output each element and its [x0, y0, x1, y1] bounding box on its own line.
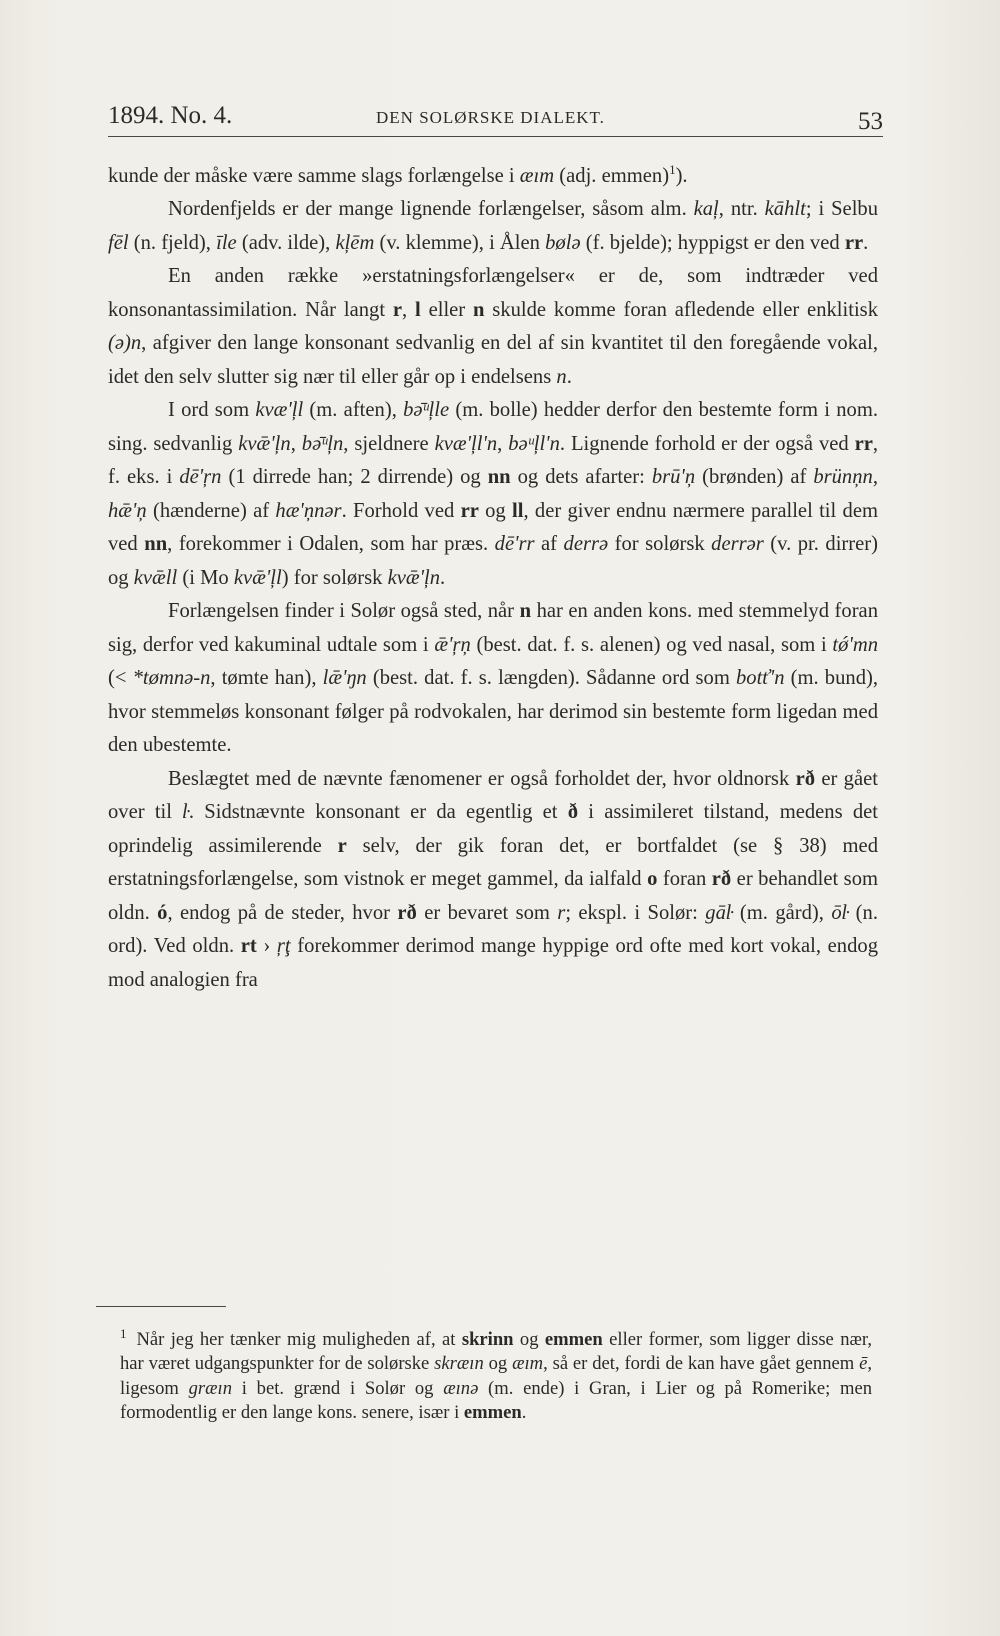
- page-number: 53: [858, 108, 883, 135]
- paragraph-beslaegtet: Beslægtet med de nævnte fænomener er også forholdet der, hvor oldnorsk rð er gået over til ŀ. Sidstnævnte konsonant er da egentlig et ð i assimileret tilstand, medens det oprindelig assimilerende r selv, der gik foran det, er bortfaldet (se § 38) med erstatningsforlængelse, som vistnok er meget gammel, da ialfald o foran rð er behandlet som oldn. ó, endog på de steder, hvor rð er bevaret som r; ekspl. i Solør: gāŀ (m. gård), ōŀ (n. ord). Ved oldn. rt › ŗţ forekommer derimod mange hyppige ord ofte med kort vokal, endog mod analogien fra: [108, 767, 879, 991]
- footnote-rule: [96, 1306, 226, 1307]
- header-rule: [108, 136, 883, 137]
- issue-label: 1894. No. 4.: [108, 102, 233, 129]
- footnote-reference[interactable]: 1: [669, 162, 676, 177]
- main-text: [108, 153, 878, 997]
- paragraph-erstatning: En anden række »erstatningsforlængelser« er de, som indtræder ved konsonantassimilation. Når langt r, l eller n skulde komme foran afledende eller enklitisk (ə)n, afgiver den lange konsonant sedvanlig en del af sin kvantitet til den foregående vokal, idet den selv slutter sig nær til eller går op i endelsens n.: [108, 265, 878, 388]
- paragraph-forlaengelsen: Forlængelsen finder i Solør også sted, når n har en anden kons. med stemmelyd foran sig, derfor ved kakuminal udtale som i ǣ'ŗņ (best. dat. f. s. alenen) og ved nasal, som i tǿ'mn (< *tømnə-n, tømte han), lǣ'ŋn (best. dat. f. s. længden). Sådanne ord som botť'n (m. bund), hvor stemmeløs konsonant følger på rodvokalen, har derimod sin bestemte form ligedan med den ubestemte.: [108, 600, 879, 757]
- running-title: DEN SOLØRSKE DIALEKT.: [376, 108, 605, 127]
- running-header: [108, 102, 883, 136]
- paragraph-continuation: kunde der måske være samme slags forlængelse i æım (adj. emmen)$^1$).: [108, 162, 688, 187]
- paragraph-nordenfjelds: Nordenfjelds er der mange lignende forlængelser, såsom alm. kaļ, ntr. kāhlt; i Selbu fēl (n. fjeld), īle (adv. ilde), kļēm (v. klemme), i Ålen bølə (f. bjelde); hyppigst er den ved rr.: [108, 198, 879, 254]
- paragraph-ord-som: I ord som kvæ'ļl (m. aften), bə̄ᵘļle (m. bolle) hedder derfor den bestemte form i nom. sing. sedvanlig kvǣ'ļn, bə̄ᵘļn, sjeldnere kvæ'ļl'n, bəᵘļl'n. Lignende forhold er der også ved rr, f. eks. i dē'ŗn (1 dirrede han; 2 dirrende) og nn og dets afarter: brū'ņ (brønden) af brünņn, hǣ'ņ (hænderne) af hæ'ņnər. Forhold ved rr og ll, der giver endnu nærmere parallel til dem ved nn, forekommer i Odalen, som har præs. dē'rr af derrə for solørsk derrər (v. pr. dirrer) og kvǣll (i Mo kvǣ'ļl) for solørsk kvǣ'ļn.: [108, 399, 879, 589]
- footnote-mark: 1: [120, 1326, 127, 1341]
- footnote-text: $^1$ Når jeg her tænker mig muligheden af, at skrinn og emmen eller former, som ligger disse nær, har været udgangspunkter for de solørske skræın og æım, så er det, fordi de kan have gået gennem ē, ligesom græın i bet. grænd i Solør og æınə (m. ende) i Gran, i Lier og på Romerike; men formodentlig er den lange kons. senere, især i emmen.: [120, 1326, 872, 1423]
- footnote: [120, 1322, 872, 1425]
